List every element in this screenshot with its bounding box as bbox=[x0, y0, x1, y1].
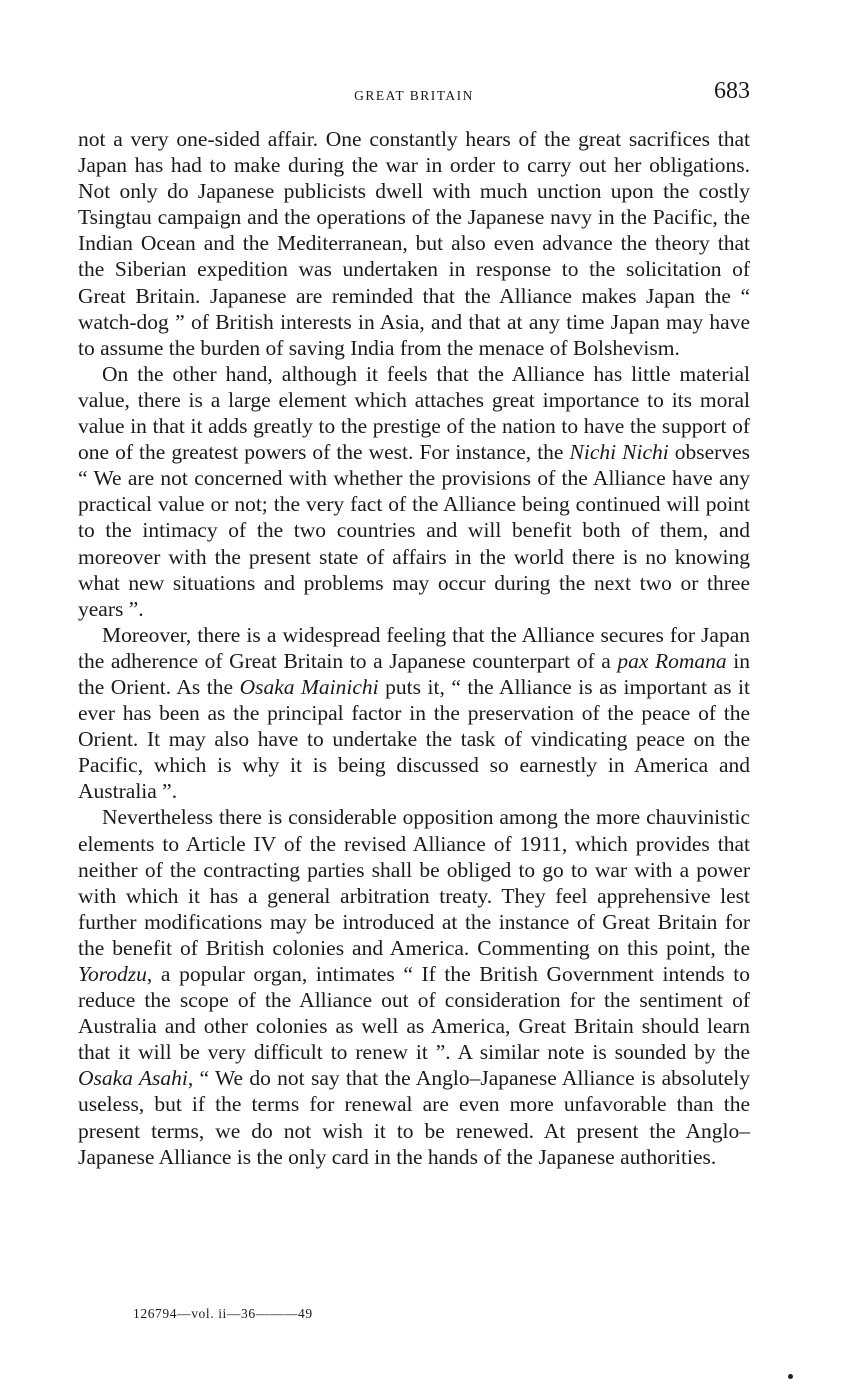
italic-title: Yorodzu bbox=[78, 962, 147, 986]
text-run: Moreover, there is a widespread feeling that the Alliance secures for Japan the adherence of Great Britain to a Japanese counterpart of a bbox=[78, 622, 750, 673]
text-run: , “ We do not say that the Anglo–Japanese Alliance is absolutely useless, but if the terms for renewal are even more unfavorable than the present terms, we do not wish it to be renewed. At present the Anglo–Japanese Alliance is the only card in the hands of the Japanese authorities. bbox=[78, 1066, 750, 1169]
page-number: 683 bbox=[714, 78, 750, 104]
running-title: GREAT BRITAIN bbox=[354, 88, 474, 103]
print-speck bbox=[788, 1374, 793, 1379]
body-text bbox=[78, 126, 750, 1170]
body-paragraph bbox=[78, 804, 750, 1169]
text-run: , a popular organ, intimates “ If the British Government intends to reduce the scope of the Alliance out of consideration for the sentiment of Australia and other colonies as well as America, Great Britain should learn that it will be very difficult to renew it ”. A similar note is sounded by the bbox=[78, 962, 750, 1065]
text-run: not a very one-sided affair. One constantly hears of the great sacrifices that Japan has had to make during the war in order to carry out her obligations. Not only do Japanese publicists dwell with much unction upon the costly Tsingtau campaign and the operations of the Japanese navy in the Pacific, the Indian Ocean and the Mediterranean, but also even advance the theory that the Siberian expedition was undertaken in response to the solicitation of Great Britain. Japanese are reminded that the Alliance makes Japan the “ watch-dog ” of British interests in Asia, and that at any time Japan may have to assume the burden of saving India from the menace of Bolshevism. bbox=[78, 127, 750, 360]
printer-signature-line: 126794—vol. ii—36———49 bbox=[133, 1306, 313, 1321]
body-paragraph bbox=[78, 126, 750, 361]
running-head bbox=[78, 78, 750, 112]
text-run: puts it, “ the Alliance is as important as it ever has been as the principal factor in the preservation of the peace of the Orient. It may also have to undertake the task of vindicating peace on the Pacific, which is why it is being discussed so earnestly in America and Australia ”. bbox=[78, 674, 751, 804]
italic-title: pax Romana bbox=[617, 648, 727, 673]
document-page bbox=[78, 78, 750, 1170]
text-run: Nevertheless there is considerable opposition among the more chauvinistic elements to Article IV of the revised Alliance of 1911, which provides that neither of the contracting parties shall be obliged to go to war with a power with which it has a general arbitration treaty. They feel apprehensive lest further modifications may be introduced at the instance of Great Britain for the benefit of British colonies and America. Commenting on this point, the bbox=[78, 805, 750, 960]
italic-title: Nichi Nichi bbox=[569, 440, 669, 465]
italic-title: Osaka Asahi bbox=[78, 1066, 188, 1091]
text-run: On the other hand, although it feels that the Alliance has little material value, there is a large element which attaches great importance to its moral value in that it adds greatly to the prestige of the nation to have the support of one of the greatest powers of the west. For instance, the bbox=[78, 361, 750, 465]
body-paragraph bbox=[78, 622, 750, 805]
body-paragraph bbox=[78, 361, 750, 622]
text-run: in the Orient. As the bbox=[78, 648, 750, 699]
italic-title: Osaka Mainichi bbox=[239, 674, 379, 699]
text-run: observes “ We are not concerned with whether the provisions of the Alliance have any practical value or not; the very fact of the Alliance being continued will point to the intimacy of the two countries and will benefit both of them, and moreover with the present state of affairs in the world there is no knowing what new situations and problems may occur during the next two or three years ”. bbox=[78, 440, 750, 621]
